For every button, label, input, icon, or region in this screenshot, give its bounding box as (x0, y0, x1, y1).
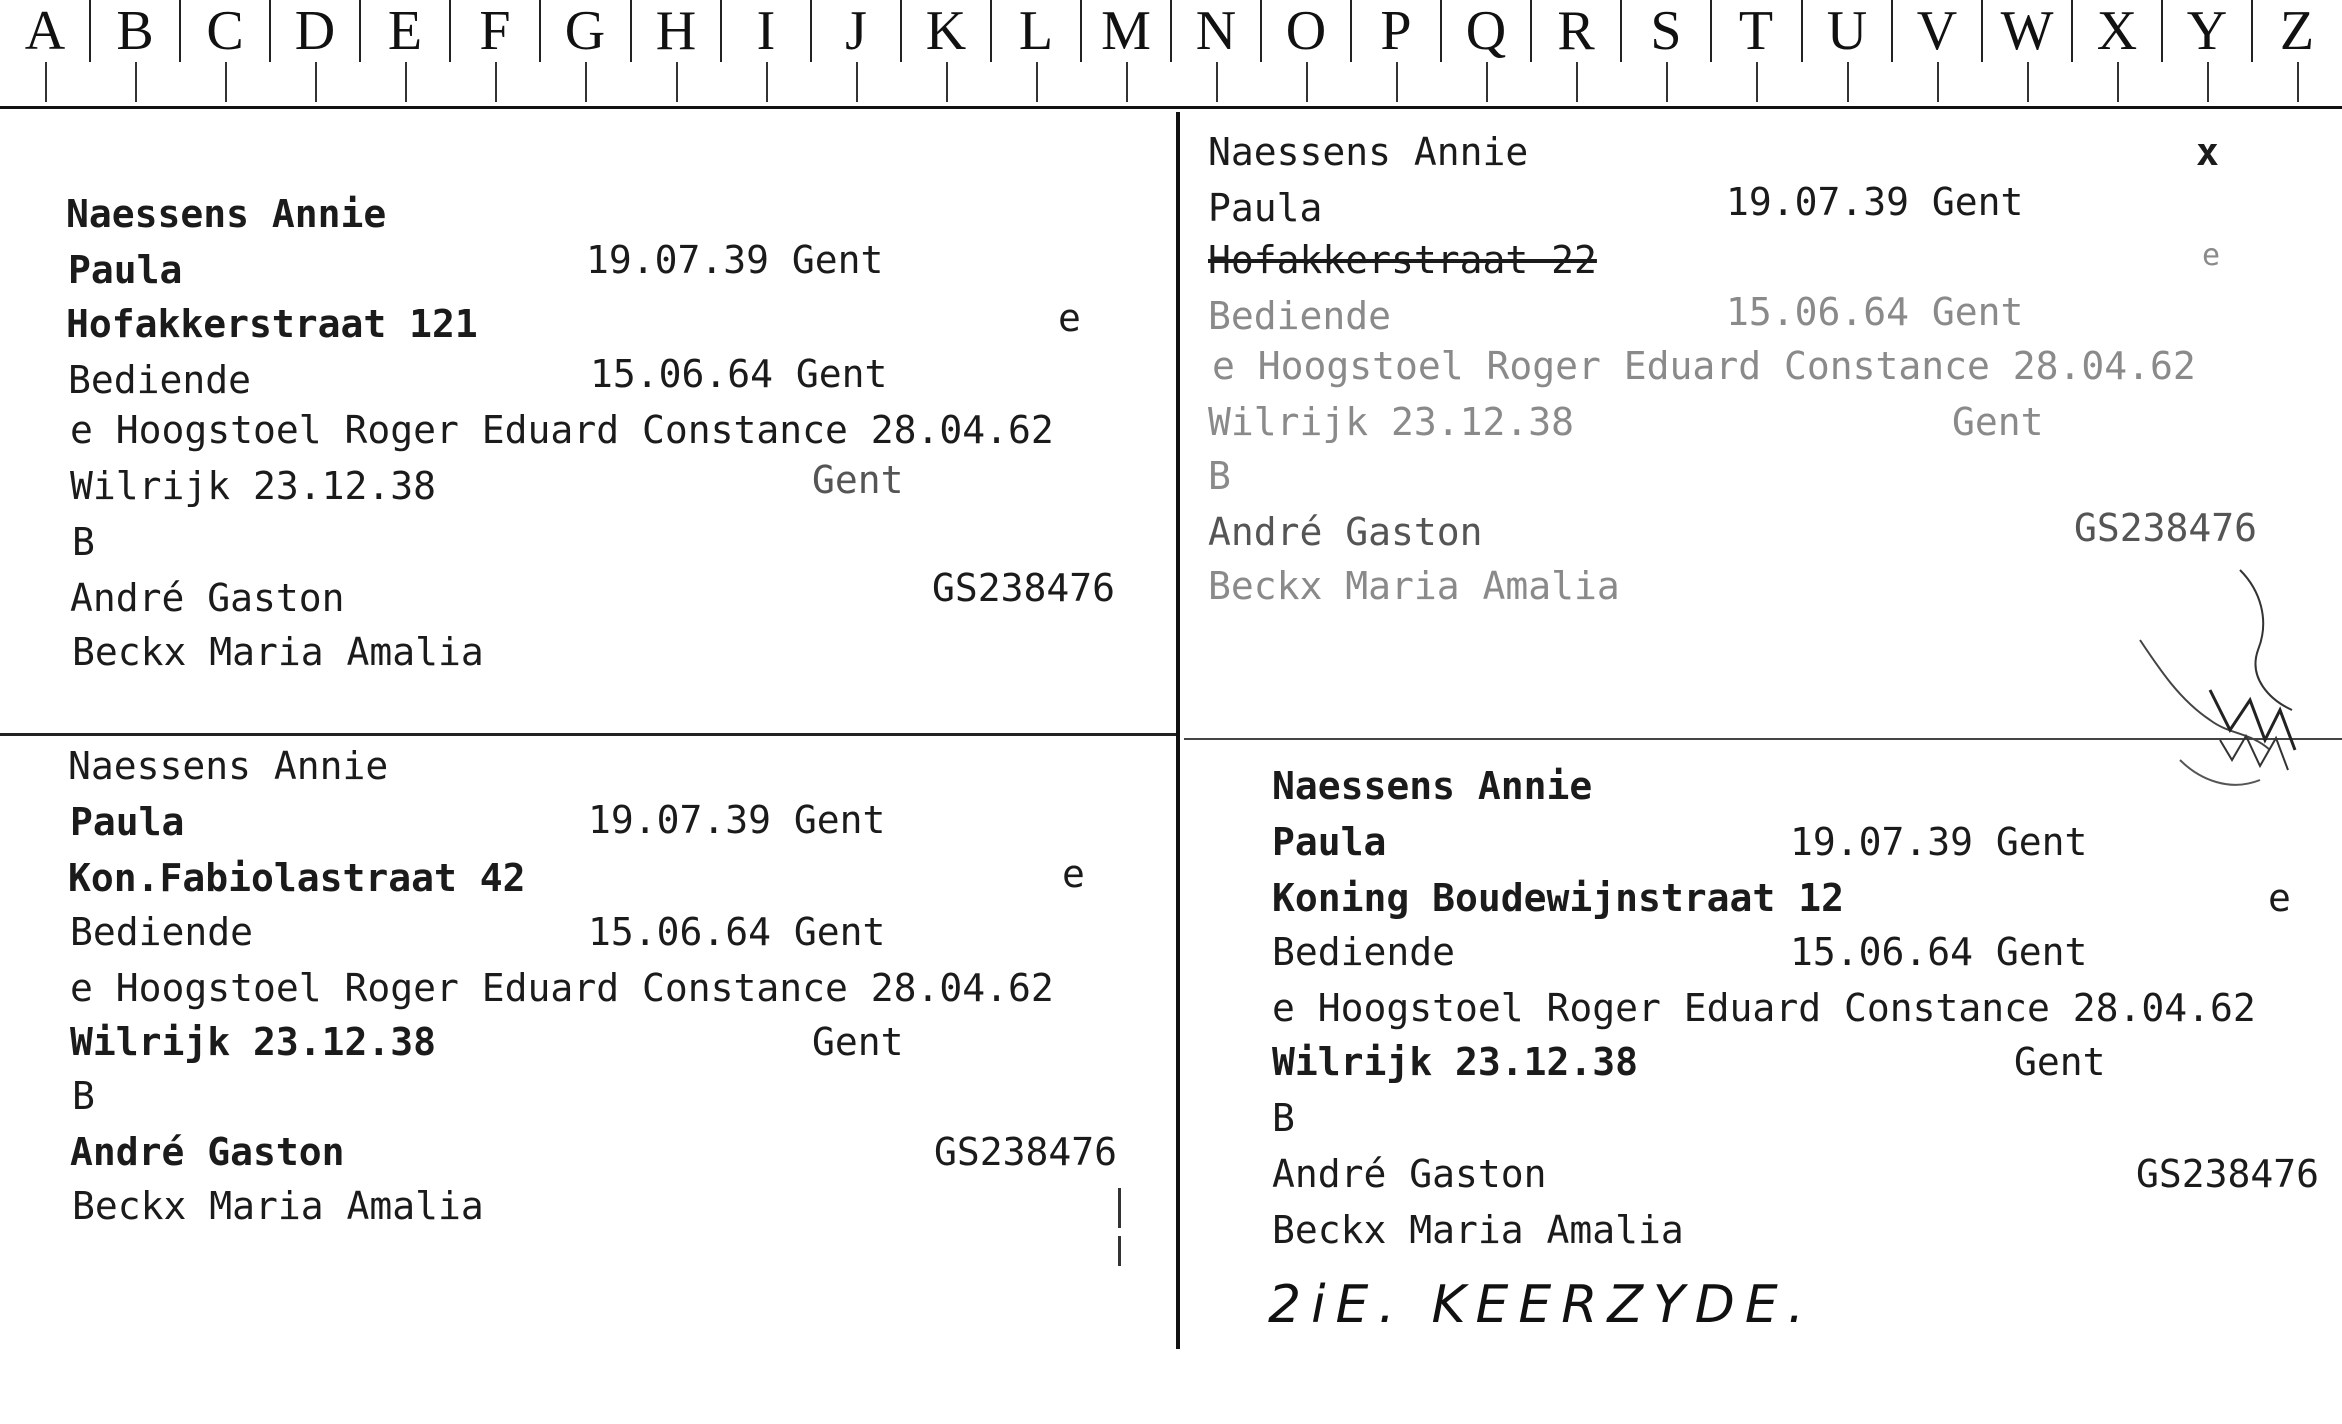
ruler-letter-i: I (756, 0, 776, 62)
ruler-tick (766, 62, 768, 102)
card-occupation-date: 15.06.64 Gent (588, 910, 886, 954)
ruler-letter-a: A (24, 0, 66, 62)
record-card-bottom-left (68, 744, 1118, 1404)
ruler-tick (1306, 62, 1308, 102)
ruler-letter-x: X (2096, 0, 2138, 62)
card-surname: Naessens Annie (68, 744, 389, 788)
card-surname: Naessens Annie (1272, 764, 1593, 808)
card-given-name: Paula (1272, 820, 1387, 864)
card-address: Koning Boudewijnstraat 12 (1272, 876, 1844, 920)
card-sex: e (1062, 852, 1085, 896)
ruler-tick (1756, 62, 1758, 102)
ruler-tick (405, 62, 407, 102)
card-occupation-date: 15.06.64 Gent (1726, 290, 2024, 334)
card-father: André Gaston (70, 1130, 345, 1174)
card-number: GS238476 (932, 566, 1116, 610)
ruler-separator (539, 0, 541, 62)
ruler-separator (1710, 0, 1712, 62)
ruler-separator (449, 0, 451, 62)
card-address-struck: Hofakkerstraat 22 (1208, 238, 1597, 282)
ruler-separator (1891, 0, 1893, 62)
ruler-letter-g: G (564, 0, 606, 62)
card-mother: Beckx Maria Amalia (1272, 1208, 1684, 1252)
ruler-letter-u: U (1826, 0, 1868, 62)
card-birth: 19.07.39 Gent (588, 798, 886, 842)
card-father: André Gaston (1272, 1152, 1547, 1196)
ruler-tick (1937, 62, 1939, 102)
ruler-letter-z: Z (2279, 0, 2315, 62)
record-card-top-right (1208, 130, 2258, 834)
card-spouse-place: Gent (812, 1020, 904, 1064)
ruler-tick (1666, 62, 1668, 102)
card-address: Hofakkerstraat 121 (66, 302, 478, 346)
card-spouse-birth: Wilrijk 23.12.38 (70, 1020, 437, 1064)
ruler-separator (2161, 0, 2163, 62)
ruler-separator (990, 0, 992, 62)
ruler-tick (1847, 62, 1849, 102)
ruler-tick (1216, 62, 1218, 102)
ruler-letter-v: V (1916, 0, 1958, 62)
ruler-separator (1080, 0, 1082, 62)
card-birth: 19.07.39 Gent (1790, 820, 2088, 864)
ruler-letter-b: B (116, 0, 154, 62)
card-mark: B (1208, 454, 1231, 498)
ruler-letter-o: O (1285, 0, 1327, 62)
ruler-letter-c: C (206, 0, 244, 62)
card-mother: Beckx Maria Amalia (1208, 564, 1620, 608)
ruler-tick (2027, 62, 2029, 102)
card-mark: B (1272, 1096, 1295, 1140)
ruler-letter-t: T (1738, 0, 1774, 62)
ruler-letter-j: J (845, 0, 867, 62)
card-spouse-birth: Wilrijk 23.12.38 (70, 464, 437, 508)
ruler-tick (2117, 62, 2119, 102)
card-occupation: Bediende (70, 910, 254, 954)
ruler-letter-f: F (479, 0, 511, 62)
card-surname: Naessens Annie (66, 192, 387, 236)
ruler-tick (856, 62, 858, 102)
card-mark: B (72, 520, 95, 564)
card-given-name: Paula (68, 248, 183, 292)
card-sex: e (1058, 296, 1081, 340)
card-given-name: Paula (1208, 186, 1323, 230)
card-surname: Naessens Annie (1208, 130, 1529, 174)
card-spouse-birth: Wilrijk 23.12.38 (1208, 400, 1575, 444)
ruler-tick (1396, 62, 1398, 102)
card-spouse-birth: Wilrijk 23.12.38 (1272, 1040, 1639, 1084)
ruler-letter-q: Q (1465, 0, 1507, 62)
ruler-tick (45, 62, 47, 102)
ruler-tick (135, 62, 137, 102)
ruler-tick (676, 62, 678, 102)
card-father: André Gaston (1208, 510, 1483, 554)
card-occupation-date: 15.06.64 Gent (1790, 930, 2088, 974)
card-spouse-place: Gent (1952, 400, 2044, 444)
card-father: André Gaston (70, 576, 345, 620)
ruler-separator (1260, 0, 1262, 62)
handwritten-note: 2iE. KEERZYDE. (1268, 1275, 1815, 1335)
ruler-letter-s: S (1650, 0, 1682, 62)
card-spouse: e Hoogstoel Roger Eduard Constance 28.04.62 (1272, 986, 2256, 1030)
ruler-tick (946, 62, 948, 102)
ruler-letter-k: K (925, 0, 967, 62)
card-mark: B (72, 1074, 95, 1118)
card-number: GS238476 (2136, 1152, 2320, 1196)
card-occupation: Bediende (68, 358, 252, 402)
ruler-tick (2207, 62, 2209, 102)
ruler-separator (720, 0, 722, 62)
card-sex: e (2202, 238, 2221, 273)
ruler-separator (179, 0, 181, 62)
ruler-separator (810, 0, 812, 62)
stamp-scribble-icon (2120, 560, 2340, 800)
alphabet-index-ruler (0, 0, 2342, 110)
ruler-letter-l: L (1018, 0, 1054, 62)
ruler-separator (900, 0, 902, 62)
ruler-tick (495, 62, 497, 102)
card-occupation: Bediende (1208, 294, 1392, 338)
left-horizontal-divider (0, 733, 1176, 736)
ruler-separator (1981, 0, 1983, 62)
ruler-tick (1486, 62, 1488, 102)
ruler-letter-d: D (294, 0, 336, 62)
card-number: GS238476 (934, 1130, 1118, 1174)
margin-mark (1118, 1188, 1121, 1228)
ruler-tick (2297, 62, 2299, 102)
ruler-letter-y: Y (2186, 0, 2228, 62)
card-mother: Beckx Maria Amalia (72, 1184, 484, 1228)
ruler-separator (630, 0, 632, 62)
card-spouse-place: Gent (2014, 1040, 2106, 1084)
card-spouse: e Hoogstoel Roger Eduard Constance 28.04.62 (70, 408, 1054, 452)
card-spouse-place: Gent (812, 458, 904, 502)
ruler-separator (1440, 0, 1442, 62)
card-spouse: e Hoogstoel Roger Eduard Constance 28.04.62 (1212, 344, 2196, 388)
card-birth: 19.07.39 Gent (1726, 180, 2024, 224)
ruler-separator (2251, 0, 2253, 62)
ruler-letter-h: H (655, 0, 697, 62)
card-spouse: e Hoogstoel Roger Eduard Constance 28.04.62 (70, 966, 1054, 1010)
ruler-letter-p: P (1380, 0, 1412, 62)
ruler-letter-r: R (1557, 0, 1595, 62)
ruler-separator (1530, 0, 1532, 62)
ruler-tick (225, 62, 227, 102)
ruler-tick (585, 62, 587, 102)
ruler-tick (315, 62, 317, 102)
ruler-tick (1126, 62, 1128, 102)
card-mother: Beckx Maria Amalia (72, 630, 484, 674)
ruler-separator (1620, 0, 1622, 62)
card-given-name: Paula (70, 800, 185, 844)
vertical-divider (1176, 112, 1180, 1349)
ruler-baseline (0, 106, 2342, 109)
ruler-letter-w: W (2000, 0, 2054, 62)
margin-mark (1118, 1236, 1121, 1266)
ruler-letter-m: M (1101, 0, 1151, 62)
card-birth: 19.07.39 Gent (586, 238, 884, 282)
card-address: Kon.Fabiolastraat 42 (68, 856, 526, 900)
card-occupation: Bediende (1272, 930, 1456, 974)
ruler-separator (1170, 0, 1172, 62)
ruler-separator (2071, 0, 2073, 62)
ruler-separator (1350, 0, 1352, 62)
ruler-letter-n: N (1195, 0, 1237, 62)
ruler-separator (269, 0, 271, 62)
ruler-separator (359, 0, 361, 62)
ruler-letter-e: E (387, 0, 423, 62)
card-corner-mark: x (2196, 130, 2219, 174)
card-number: GS238476 (2074, 506, 2258, 550)
ruler-separator (89, 0, 91, 62)
card-occupation-date: 15.06.64 Gent (590, 352, 888, 396)
ruler-separator (1801, 0, 1803, 62)
ruler-tick (1036, 62, 1038, 102)
card-sex: e (2268, 876, 2291, 920)
ruler-tick (1576, 62, 1578, 102)
